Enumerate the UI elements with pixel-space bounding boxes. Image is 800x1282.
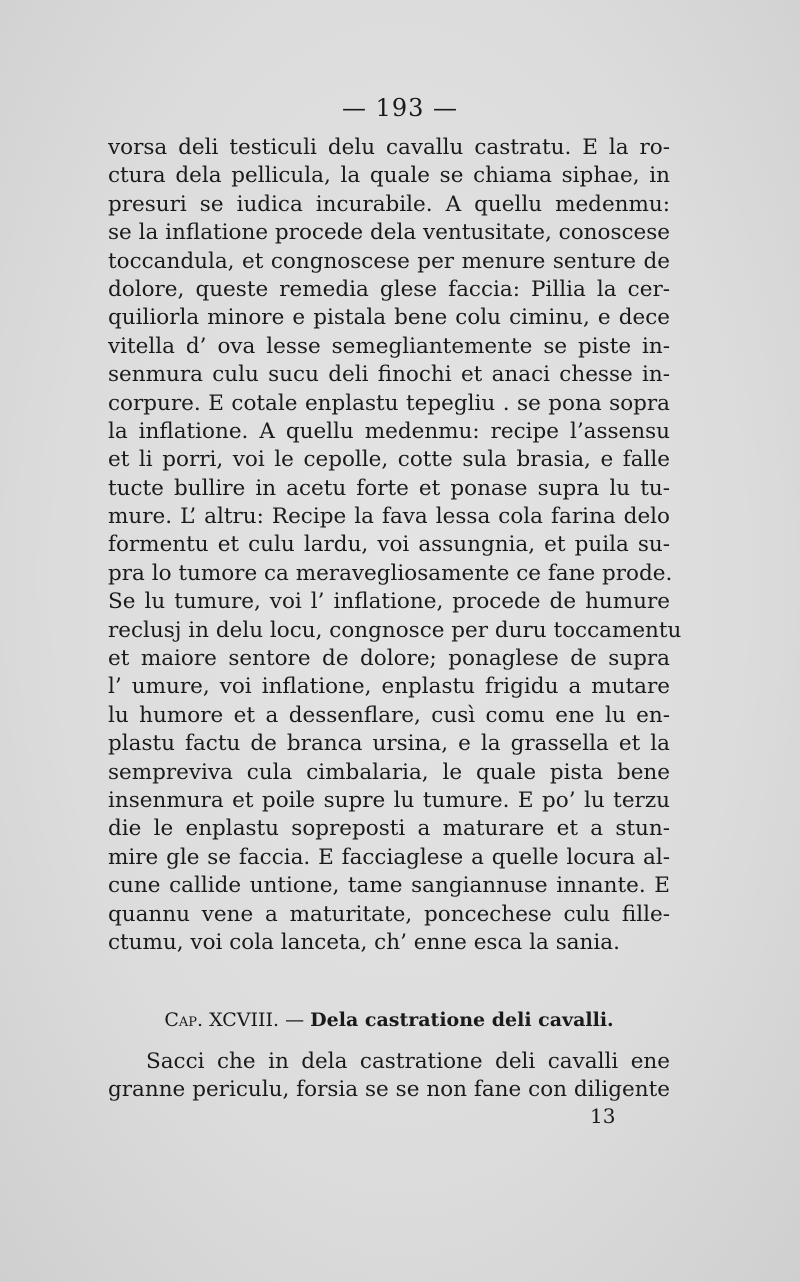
- text-line: dolore, queste remedia glese faccia: Pillia la cer-: [108, 276, 670, 302]
- text-line: quannu vene a maturitate, poncechese culu fille-: [108, 901, 670, 927]
- text-line: plastu factu de branca ursina, e la grassella et la: [108, 731, 670, 757]
- page-number-header: — 193 —: [341, 94, 459, 122]
- text-line: pra lo tumore ca meravegliosamente ce fane prode.: [108, 560, 673, 586]
- text-line: reclusj in delu locu, congnosce per duru toccamentu: [108, 617, 682, 643]
- text-line: Sacci che in dela castratione deli cavalli ene: [146, 1049, 670, 1074]
- text-line: et li porri, voi le cepolle, cotte sula brasia, e falle: [108, 447, 670, 473]
- text-line: corpure. E cotale enplastu tepegliu . se pona sopra: [108, 390, 670, 416]
- text-line: se la inflatione procede dela ventusitate, conoscese: [108, 220, 670, 246]
- text-line: la inflatione. A quellu medenmu: recipe l’assensu: [108, 418, 670, 444]
- text-line: formentu et culu lardu, voi assungnia, et puila su-: [108, 532, 670, 558]
- text-line: ctumu, voi cola lanceta, ch’ enne esca la sania.: [108, 929, 620, 955]
- text-line: vitella d’ ova lesse semegliantemente se piste in-: [108, 333, 670, 359]
- chapter-text: [108, 1048, 670, 1105]
- chapter-title: Dela castratione deli cavalli.: [310, 1009, 614, 1031]
- text-line: insenmura et poile supre lu tumure. E po’ lu terzu: [108, 787, 670, 813]
- signature-mark: 13: [590, 1104, 616, 1128]
- text-line: toccandula, et congnoscese per menure senture de: [108, 248, 670, 274]
- text-line: l’ umure, voi inflatione, enplastu frigidu a mutare: [108, 674, 670, 700]
- body-text: [108, 134, 682, 957]
- text-line: senmura culu sucu deli finochi et anaci chesse in-: [108, 362, 670, 388]
- text-line: mire gle se faccia. E facciaglese a quelle locura al-: [108, 844, 670, 870]
- text-line: sempreviva cula cimbalaria, le quale pista bene: [108, 759, 670, 785]
- text-line: cune callide untione, tame sangiannuse innante. E: [108, 873, 670, 899]
- text-line: die le enplastu sopreposti a maturare et a stun-: [108, 816, 670, 842]
- text-line: Se lu tumure, voi l’ inflatione, procede de humure: [108, 589, 670, 615]
- chapter-number: Cap. XCVIII. —: [164, 1009, 305, 1031]
- text-line: tucte bullire in acetu forte et ponase supra lu tu-: [108, 475, 670, 501]
- text-line: mure. L’ altru: Recipe la fava lessa cola farina delo: [108, 504, 670, 530]
- text-line: granne periculu, forsia se se non fane con diligente: [108, 1077, 670, 1103]
- chapter-heading: [108, 1005, 670, 1035]
- text-line: presuri se iudica incurabile. A quellu medenmu:: [108, 191, 670, 217]
- text-line: vorsa deli testiculi delu cavallu castratu. E la ro-: [108, 135, 670, 160]
- text-line: ctura dela pellicula, la quale se chiama siphae, in: [108, 163, 670, 189]
- text-line: lu humore et a dessenflare, cusì comu ene lu en-: [108, 702, 670, 728]
- text-line: et maiore sentore de dolore; ponaglese de supra: [108, 646, 670, 672]
- text-line: quiliorla minore e pistala bene colu ciminu, e dece: [108, 305, 670, 331]
